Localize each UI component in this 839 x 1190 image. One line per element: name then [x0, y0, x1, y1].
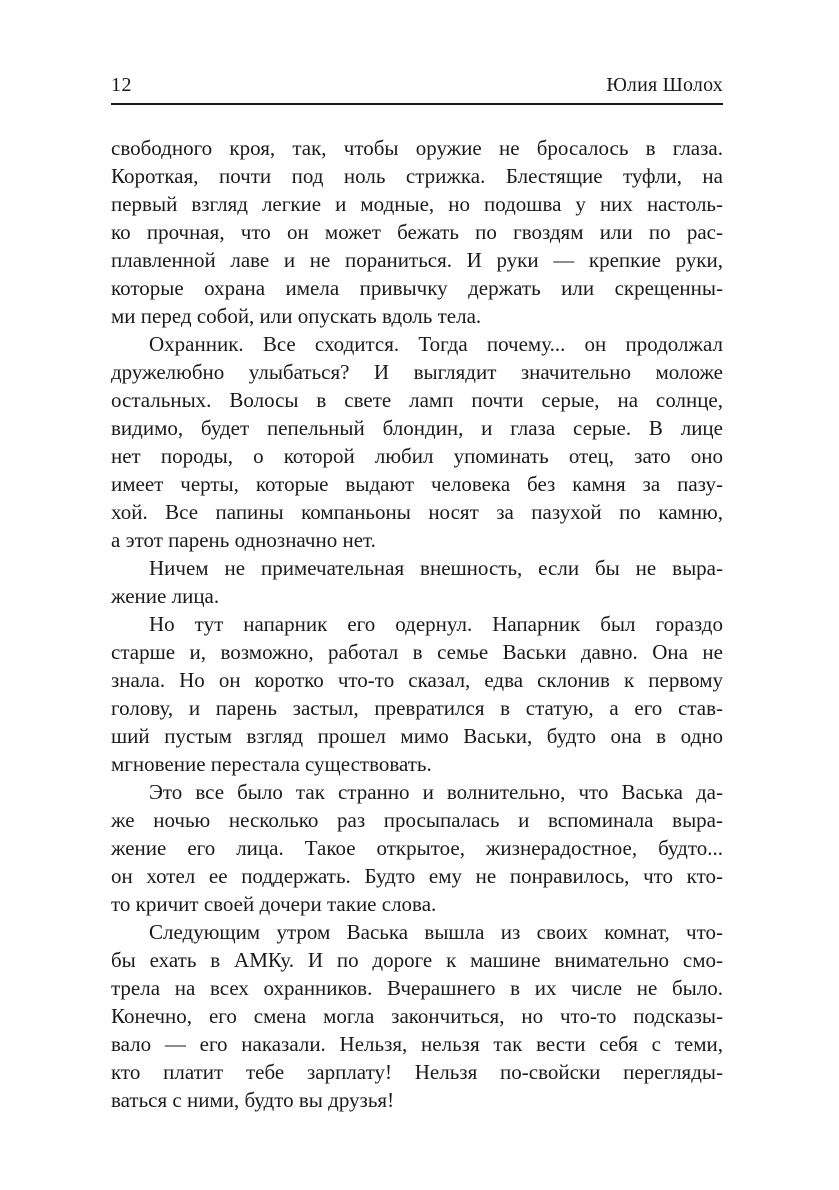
- text-line: свободного кроя, так, чтобы оружие не бросалось в глаза.: [111, 136, 723, 160]
- text-line: жение лица.: [111, 584, 220, 608]
- text-line: Это все было так странно и волнительно, что Васька да-: [149, 780, 723, 804]
- text-line: Конечно, его смена могла закончиться, но что-то подсказы-: [111, 1004, 723, 1028]
- text-line: первый взгляд легкие и модные, но подошва у них настоль-: [111, 192, 723, 216]
- paragraph: [111, 330, 723, 554]
- text-line: бы ехать в АМКу. И по дороге к машине внимательно смо-: [111, 948, 723, 972]
- text-line: ко прочная, что он может бежать по гвоздям или по рас-: [111, 220, 723, 244]
- text-line: которые охрана имела привычку держать или скрещенны-: [111, 276, 723, 300]
- paragraph: [111, 554, 723, 610]
- running-title-author: Юлия Шолох: [606, 74, 723, 96]
- text-column: [111, 134, 723, 1114]
- text-line: дружелюбно улыбаться? И выглядит значительно моложе: [111, 360, 723, 384]
- text-line: знала. Но он коротко что-то сказал, едва склонив к первому: [111, 668, 723, 692]
- text-line: же ночью несколько раз просыпалась и вспоминала выра-: [111, 808, 723, 832]
- paragraph: [111, 134, 723, 330]
- paragraph: [111, 610, 723, 778]
- text-line: Следующим утром Васька вышла из своих комнат, что-: [149, 920, 723, 944]
- text-line: а этот парень однозначно нет.: [111, 528, 376, 552]
- page-header: [111, 74, 723, 105]
- text-line: плавленной лаве и не пораниться. И руки — крепкие руки,: [111, 248, 723, 272]
- text-line: остальных. Волосы в свете ламп почти серые, на солнце,: [111, 388, 723, 412]
- text-line: ший пустым взгляд прошел мимо Васьки, будто она в одно: [111, 724, 723, 748]
- text-line: Ничем не примечательная внешность, если бы не выра-: [149, 556, 723, 580]
- text-line: голову, и парень застыл, превратился в статую, а его став-: [111, 696, 723, 720]
- text-line: он хотел ее поддержать. Будто ему не понравилось, что кто-: [111, 864, 723, 888]
- text-line: мгновение перестала существовать.: [111, 752, 432, 776]
- text-line: то кричит своей дочери такие слова.: [111, 892, 437, 916]
- text-line: Короткая, почти под ноль стрижка. Блестящие туфли, на: [111, 164, 723, 188]
- text-line: ми перед собой, или опускать вдоль тела.: [111, 304, 482, 328]
- text-line: жение его лица. Такое открытое, жизнерадостное, будто...: [111, 836, 723, 860]
- text-line: имеет черты, которые выдают человека без камня за пазу-: [111, 472, 723, 496]
- text-line: нет породы, о которой любил упоминать отец, зато оно: [111, 444, 723, 468]
- text-line: видимо, будет пепельный блондин, и глаза серые. В лице: [111, 416, 723, 440]
- page-content: [111, 74, 723, 1114]
- page-number: 12: [111, 74, 132, 96]
- text-line: кто платит тебе зарплату! Нельзя по-свойски перегляды-: [111, 1060, 723, 1084]
- text-line: хой. Все папины компаньоны носят за пазухой по камню,: [111, 500, 723, 524]
- text-line: вало — его наказали. Нельзя, нельзя так вести себя с теми,: [111, 1032, 723, 1056]
- text-line: трела на всех охранников. Вчерашнего в их числе не было.: [111, 976, 723, 1000]
- text-line: Охранник. Все сходится. Тогда почему... он продолжал: [149, 332, 723, 356]
- text-line: старше и, возможно, работал в семье Васьки давно. Она не: [111, 640, 723, 664]
- text-line: Но тут напарник его одернул. Напарник был гораздо: [149, 612, 723, 636]
- text-line: ваться с ними, будто вы друзья!: [111, 1088, 395, 1112]
- paragraph: [111, 918, 723, 1114]
- paragraph: [111, 778, 723, 918]
